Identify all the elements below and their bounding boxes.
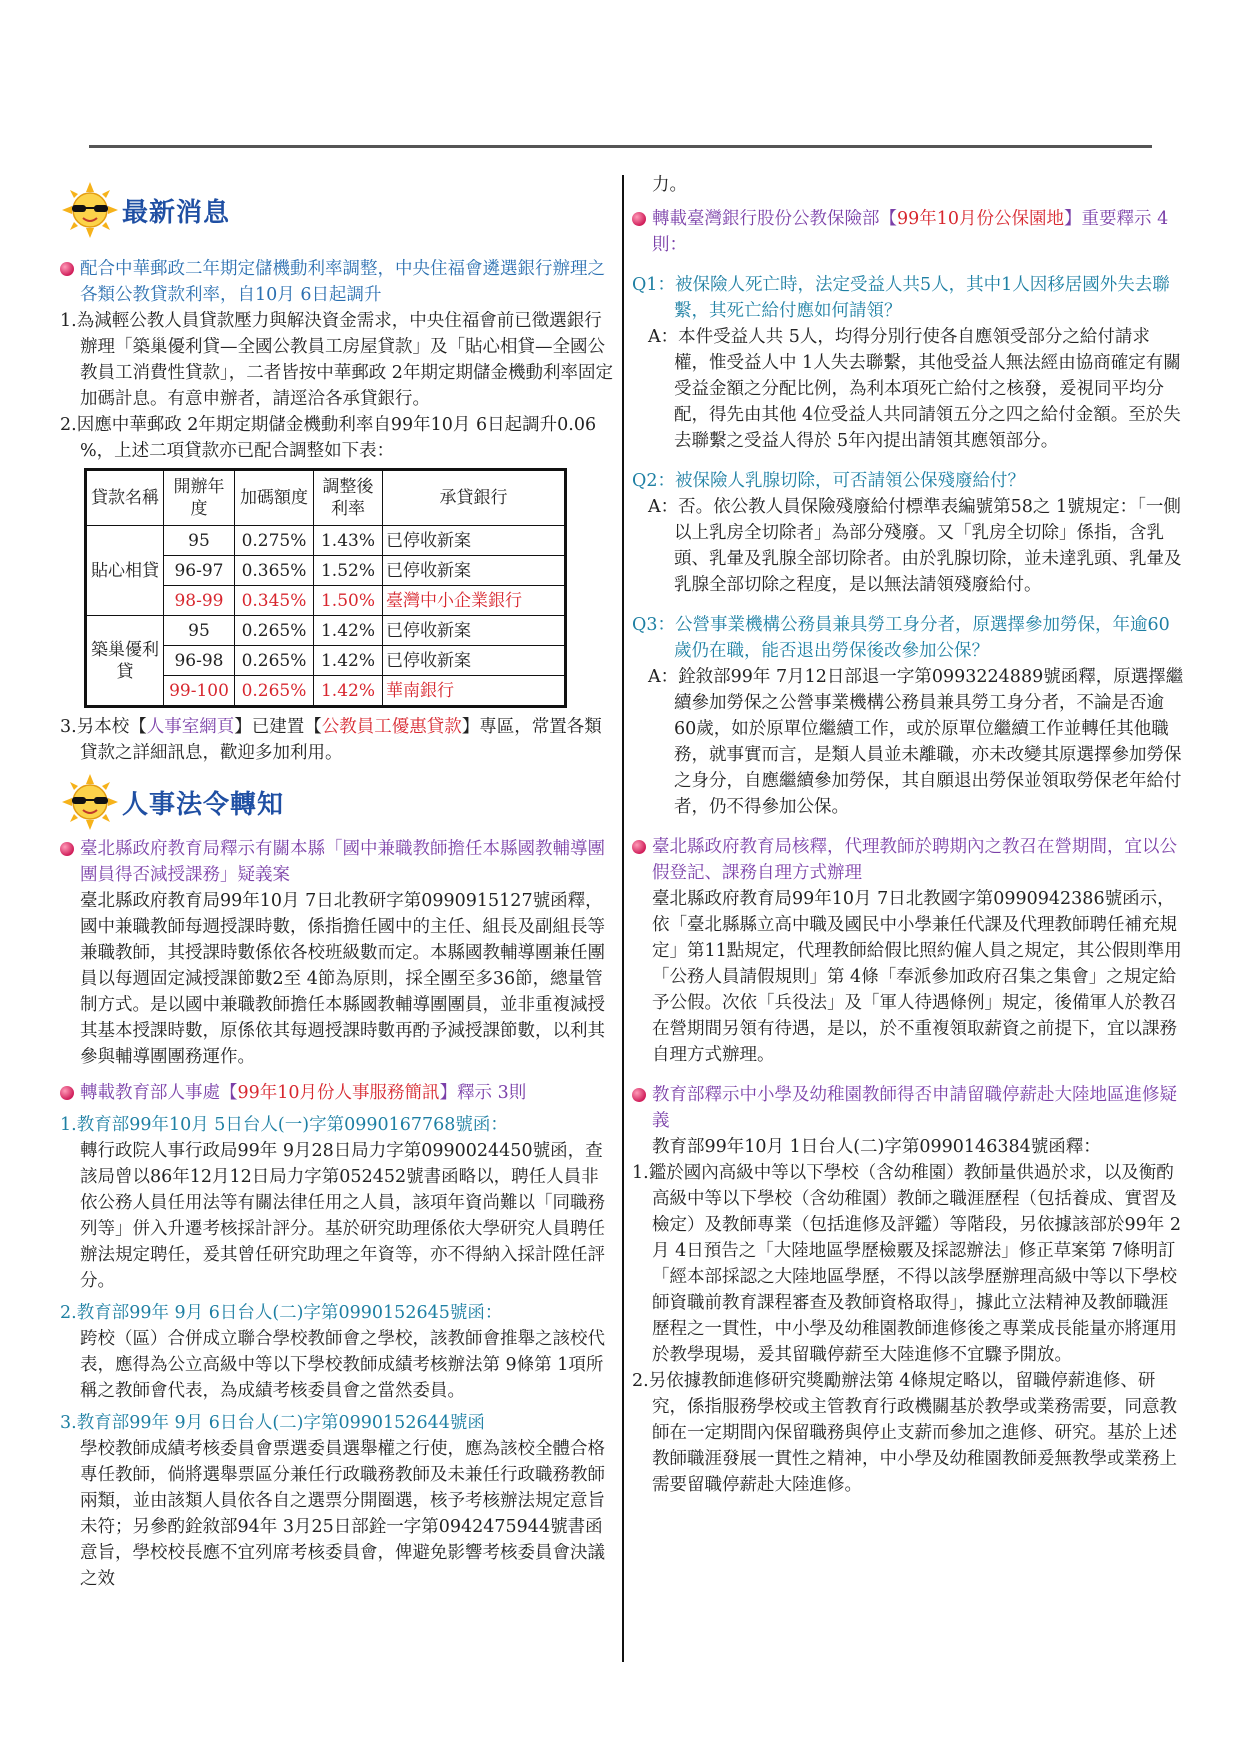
cell: 1.42%	[314, 646, 383, 676]
cell: 1.52%	[314, 556, 383, 586]
answer-3: A：銓敘部99年 7月12日部退一字第0993224889號函釋，原選擇繼續參加勞保之公營事業機構公務員兼具勞工身分者，不論是否逾60歲，如於原單位繼續工作，或於原單位繼續工作並轉任其他職務，就事實而言，是類人員並未離職，亦未改變其原選擇參加勞保之身分，自應繼續參加勞保，其自願退出勞保並領取勞保老年給付者，仍不得參加公保。	[648, 667, 1184, 817]
bullet-icon	[60, 842, 74, 856]
law-item-title: 臺北縣政府教育局核釋，代理教師於聘期內之教召在營期間，宜以公假登記、課務自理方式辦理	[632, 834, 1184, 886]
paragraph: 臺北縣政府教育局99年10月 7日北教研字第0990915127號函釋，國中兼職教師每週授課時數，係指擔任國中的主任、組長及副組長等兼職教師，其授課時數係依各校班級數而定。本縣國教輔導團兼任團員以每週固定減授課節數2至 4節為原則，採全團至多36節，總量管制方式。是以國中兼職教師擔任本縣國教輔導團團員，並非重複減授其基本授課時數，原係依其每週授課時數再酌予減授課節數，以利其參與輔導團團務運作。	[80, 891, 605, 1067]
loan-rate-table	[84, 468, 567, 708]
law-heading	[60, 772, 615, 832]
item-heading: 1.教育部99年10月 5日台人(一)字第0990167768號函：	[60, 1115, 508, 1135]
bullet-icon	[60, 262, 74, 276]
paragraph: 3.另本校【人事室網頁】已建置【公教員工優惠貸款】專區，常置各類貸款之詳細訊息，歡迎多加利用。	[60, 717, 602, 763]
cell: 1.42%	[314, 616, 383, 646]
cell: 已停收新案	[383, 616, 566, 646]
bullet-icon	[632, 1088, 646, 1102]
cell: 0.275%	[235, 526, 314, 556]
question-2: Q2：被保險人乳腺切除，可否請領公保殘廢給付？	[632, 471, 1025, 491]
cell: 95	[164, 526, 235, 556]
paragraph: 跨校（區）合併成立聯合學校教師會之學校，該教師會推舉之該校代表，應得為公立高級中等以下學校教師成績考核辦法第 9條第 1項所稱之教師會代表，為成績考核委員會之當然委員。	[80, 1329, 605, 1401]
paragraph: 2.另依據教師進修研究獎勵辦法第 4條規定略以，留職停薪進修、研究，係指服務學校或主管教育行政機關基於教學或業務需要，同意教師在一定期間內保留職務與停止支薪而參加之進修、研究。基於上述教師職涯發展一貫性之精神，中小學及幼稚園教師爰無教學或業務上需要留職停薪赴大陸進修。	[632, 1371, 1177, 1495]
paragraph: 1.為減輕公教人員貸款壓力與解決資金需求，中央住福會前已徵選銀行辦理「築巢優利貸—全國公教員工房屋貸款」及「貼心相貸—全國公教員工消費性貸款」，二者皆按中華郵政 2年期定期儲金機動利率固定加碼計息。有意申辦者，請逕洽各承貸銀行。	[60, 311, 613, 409]
item-heading: 3.教育部99年 9月 6日台人(二)字第0990152644號函	[60, 1413, 485, 1433]
col-header: 承貸銀行	[383, 470, 566, 526]
law-item-title: 轉載教育部人事處【99年10月份人事服務簡訊】釋示 3則	[60, 1080, 615, 1106]
insurance-item-title: 轉載臺灣銀行股份公教保險部【99年10月份公保園地】重要釋示 4則：	[632, 206, 1184, 258]
cell: 0.365%	[235, 556, 314, 586]
law-item-title: 臺北縣政府教育局釋示有關本縣「國中兼職教師擔任本縣國教輔導團團員得否減授課務」疑義案	[60, 836, 615, 888]
news-item-loan-title: 配合中華郵政二年期定儲機動利率調整，中央住福會遴選銀行辦理之各類公教貸款利率，自10月 6日起調升	[60, 256, 615, 308]
answer-2: A：否。依公教人員保險殘廢給付標準表編號第58之 1號規定：「一側以上乳房全切除者」為部分殘廢。又「乳房全切除」係指，含乳頭、乳暈及乳腺全部切除者。由於乳腺切除，並未達乳頭、乳暈及乳腺全部切除之程度，是以無法請領殘廢給付。	[648, 497, 1182, 595]
paragraph: 學校教師成績考核委員會票選委員選舉權之行使，應為該校全體合格專任教師，倘將選舉票區分兼任行政職務教師及未兼任行政職務教師兩類，並由該類人員依各自之選票分開圈選，核予考核辦法規定意旨未符；另參酌銓敘部94年 3月25日部銓一字第0942475944號書函意旨，學校校長應不宜列席考核委員會，俾避免影響考核委員會決議之效	[80, 1439, 605, 1589]
cell: 1.42%	[314, 676, 383, 707]
question-1: Q1：被保險人死亡時，法定受益人共5人，其中1人因移居國外失去聯繫，其死亡給付應如何請領？	[632, 275, 1170, 321]
cell: 96-98	[164, 646, 235, 676]
cell: 已停收新案	[383, 526, 566, 556]
loan-name-cell: 築巢優利貸	[86, 616, 164, 707]
question-3: Q3：公營事業機構公務員兼具勞工身分者，原選擇參加勞保，年逾60歲仍在職，能否退出勞保後改參加公保？	[632, 615, 1170, 661]
bullet-icon	[60, 1086, 74, 1100]
loan-name-cell: 貼心相貸	[86, 526, 164, 616]
paragraph: 教育部99年10月 1日台人(二)字第0990146384號函釋：	[652, 1137, 1101, 1157]
loan-area-link[interactable]: 公教員工優惠貸款	[321, 717, 462, 737]
cell: 已停收新案	[383, 646, 566, 676]
paragraph: 臺北縣政府教育局99年10月 7日北教國字第0990942386號函示，依「臺北縣縣立高中職及國民中小學兼任代課及代理教師聘任補充規定」第11點規定，代理教師給假比照約僱人員之規定，其公假則準用「公務人員請假規則」第 4條「奉派參加政府召集之集會」之規定給予公假。次依「兵役法」及「軍人待遇條例」規定，後備軍人於教召在營期間另領有待遇，是以，於不重複領取薪資之前提下，宜以課務自理方式辦理。	[652, 889, 1182, 1065]
left-column	[60, 172, 615, 1592]
cell: 已停收新案	[383, 556, 566, 586]
sun-mascot-icon	[60, 772, 120, 832]
table-row	[86, 526, 566, 556]
cell: 0.265%	[235, 646, 314, 676]
cell: 98-99	[164, 586, 235, 616]
col-header: 貸款名稱	[86, 470, 164, 526]
cell: 0.265%	[235, 676, 314, 707]
section-title: 人事法令轉知	[122, 789, 285, 820]
personnel-webpage-link[interactable]: 人事室網頁	[146, 717, 235, 737]
law-item-title: 教育部釋示中小學及幼稚園教師得否申請留職停薪赴大陸地區進修疑義	[632, 1082, 1184, 1134]
paragraph: 1.鑑於國內高級中等以下學校（含幼稚園）教師量供過於求，以及衡酌高級中等以下學校（含幼稚園）教師之職涯歷程（包括養成、實習及檢定）及教師專業（包括進修及評鑑）等階段，另依據該部於99年 2月 4日預告之「大陸地區學歷檢覈及採認辦法」修正草案第 7條明訂「經本部採認之大陸地區學歷，不得以該學歷辦理高級中等以下學校師資職前教育課程審查及教師資格取得」，據此立法精神及教師職涯歷程之一貫性，中小學及幼稚園教師進修後之專業成長能量亦將運用於教學現場，爰其留職停薪至大陸進修不宜驟予開放。	[632, 1163, 1181, 1365]
table-row	[86, 616, 566, 646]
bullet-icon	[632, 840, 646, 854]
header-rule	[89, 145, 1152, 148]
cell: 96-97	[164, 556, 235, 586]
news-heading	[60, 180, 615, 240]
section-title: 最新消息	[122, 197, 231, 228]
col-header: 加碼額度	[235, 470, 314, 526]
answer-1: A：本件受益人共 5人，均得分別行使各自應領受部分之給付請求權，惟受益人中 1人失去聯繫，其他受益人無法經由協商確定有關受益金額之分配比例，為利本項死亡給付之核發，爰視同平均分配，得先由其他 4位受益人共同請領五分之四之給付金額。至於失去聯繫之受益人得於 5年內提出請領其應領部分。	[648, 327, 1181, 451]
col-header: 開辦年度	[164, 470, 235, 526]
cell: 0.345%	[235, 586, 314, 616]
column-divider	[622, 175, 624, 1662]
paragraph: 轉行政院人事行政局99年 9月28日局力字第0990024450號函，查該局曾以86年12月12日局力字第052452號書函略以，聘任人員非依公務人員任用法等有關法律任用之人員，該項年資尚難以「同職務列等」併入升遷考核採計評分。基於研究助理係依大學研究人員聘任辦法規定聘任，爰其曾任研究助理之年資等，亦不得納入採計陞任評分。	[80, 1141, 605, 1291]
right-column	[632, 172, 1184, 1498]
cell: 1.50%	[314, 586, 383, 616]
table-header-row	[86, 470, 566, 526]
cell: 0.265%	[235, 616, 314, 646]
cell: 1.43%	[314, 526, 383, 556]
item-heading: 2.教育部99年 9月 6日台人(二)字第0990152645號函：	[60, 1303, 503, 1323]
cell: 華南銀行	[383, 676, 566, 707]
cell: 99-100	[164, 676, 235, 707]
cell: 95	[164, 616, 235, 646]
paragraph-continued: 力。	[652, 175, 687, 195]
sun-mascot-icon	[60, 180, 120, 240]
paragraph: 2.因應中華郵政 2年期定期儲金機動利率自99年10月 6日起調升0.06 %，上述二項貸款亦已配合調整如下表：	[60, 415, 597, 461]
bullet-icon	[632, 212, 646, 226]
col-header: 調整後利率	[314, 470, 383, 526]
cell: 臺灣中小企業銀行	[383, 586, 566, 616]
